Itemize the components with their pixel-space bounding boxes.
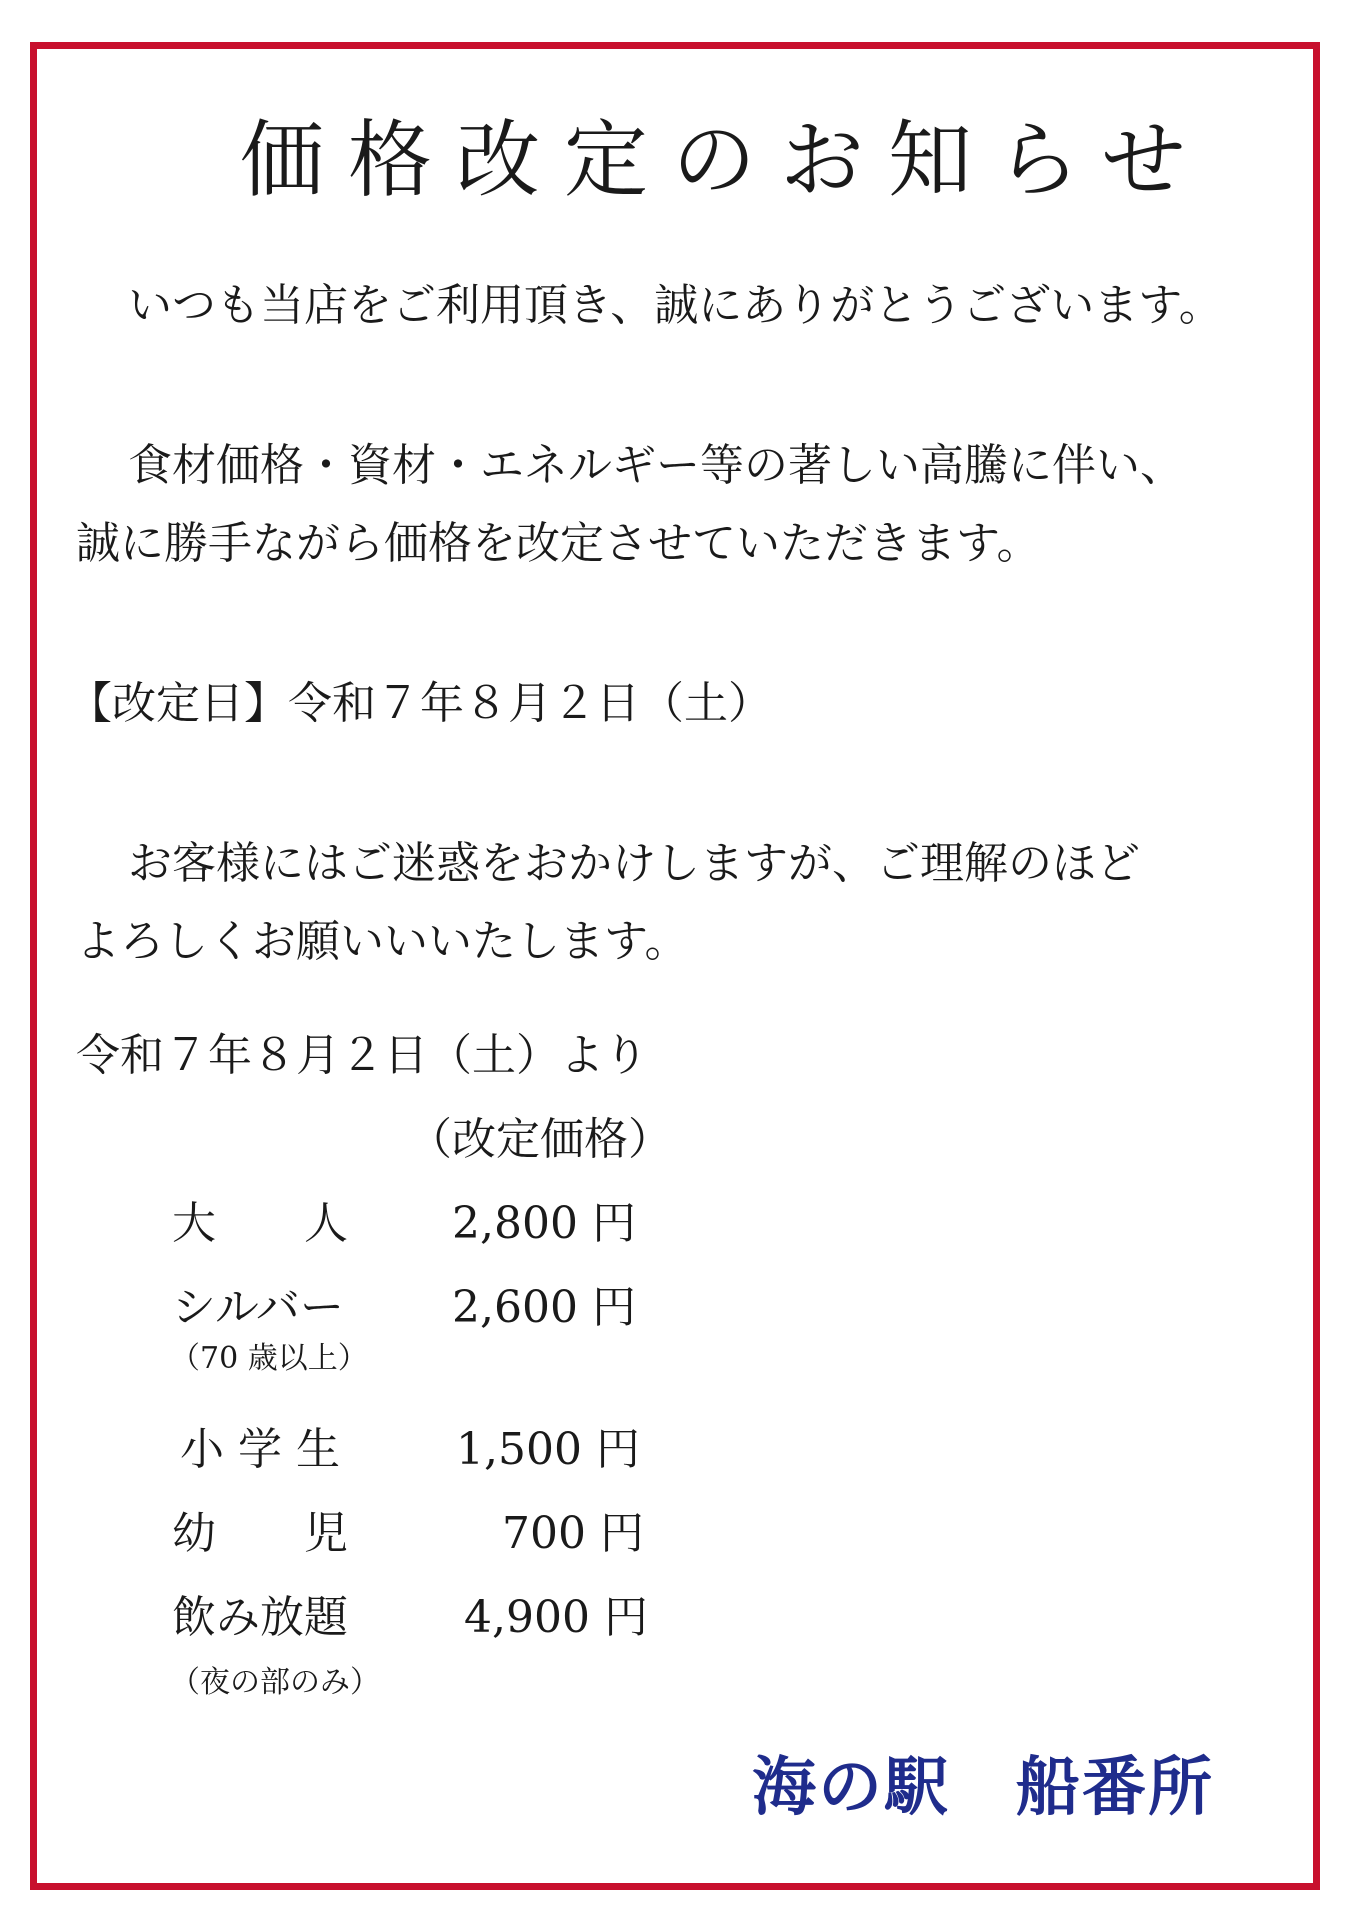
- effective-from: 令和７年８月２日（土）より: [76, 1030, 648, 1081]
- price-note-all-you-can-drink: （夜の部のみ）: [170, 1665, 380, 1700]
- price-value-all-you-can-drink: 4,900 円: [464, 1592, 648, 1643]
- price-value-adult: 2,800 円: [452, 1198, 636, 1249]
- price-label-adult: 大 人: [172, 1198, 348, 1249]
- price-value-elementary: 1,500 円: [456, 1424, 640, 1475]
- price-label-toddler: 幼 児: [172, 1508, 348, 1559]
- price-header: （改定価格）: [408, 1114, 672, 1165]
- price-value-silver: 2,600 円: [452, 1282, 636, 1333]
- page-title: 価格改定のお知らせ: [240, 111, 1210, 209]
- apology-text-line2: よろしくお願いいいたします。: [76, 916, 689, 967]
- greeting-text: いつも当店をご利用頂き、誠にありがとうございます。: [128, 280, 1223, 331]
- revision-date: 【改定日】令和７年８月２日（土）: [68, 678, 772, 729]
- reason-text-line2: 誠に勝手ながら価格を改定させていただきます。: [76, 518, 1041, 569]
- shop-signature: 海の駅 船番所: [752, 1751, 1214, 1825]
- price-note-silver: （70 歳以上）: [170, 1341, 368, 1376]
- price-label-all-you-can-drink: 飲み放題: [172, 1592, 348, 1643]
- apology-text-line1: お客様にはご迷惑をおかけしますが、ご理解のほど: [128, 838, 1140, 889]
- reason-text-line1: 食材価格・資材・エネルギー等の著しい高騰に伴い、: [128, 440, 1184, 491]
- price-label-silver: シルバー: [172, 1282, 344, 1333]
- price-value-toddler: 700 円: [502, 1508, 644, 1559]
- price-label-elementary: 小 学 生: [180, 1424, 340, 1475]
